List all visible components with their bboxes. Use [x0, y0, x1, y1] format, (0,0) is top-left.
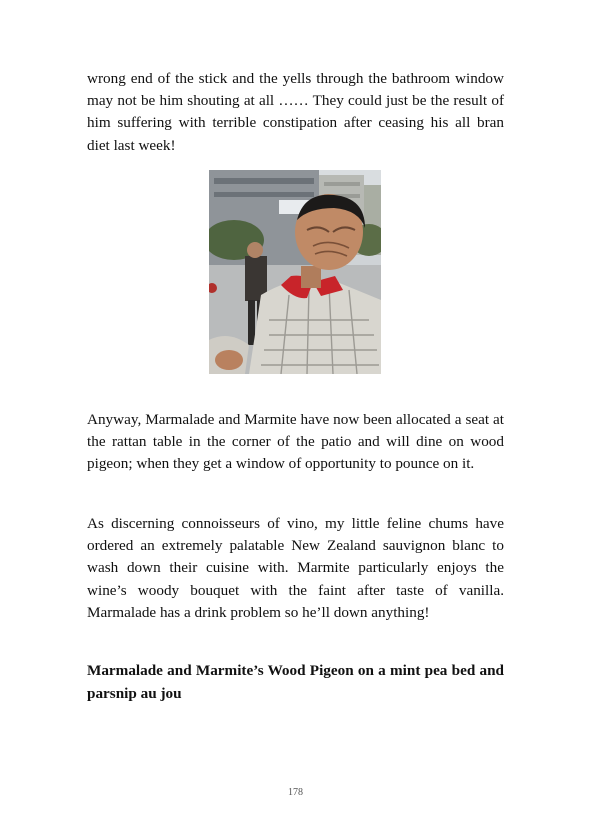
photo-man-grimacing	[209, 170, 381, 374]
paragraph-marmalade-marmite-dining: Anyway, Marmalade and Marmite have now been allocated a seat at the rattan table in the corner of the patio and will dine on wood pigeon; when they get a window of opportunity to pounce on it.	[87, 411, 504, 473]
recipe-heading: Marmalade and Marmite’s Wood Pigeon on a mint pea bed and parsnip au jou	[87, 662, 504, 702]
paragraph-continuation: wrong end of the stick and the yells through the bathroom window may not be him shouting at all …… They could just be the result of him suffering with terrible constipation after ceasing his all bran diet last week!	[87, 70, 504, 154]
page-number: 178	[288, 787, 303, 798]
photo-illustration	[209, 170, 381, 374]
paragraph-wine: As discerning connoisseurs of vino, my little feline chums have ordered an extremely palatable New Zealand sauvignon blanc to wash down their cuisine with. Marmite particularly enjoys the wine’s woody bouquet with the faint after taste of vanilla. Marmalade has a drink problem so he’ll down anything!	[87, 515, 504, 621]
